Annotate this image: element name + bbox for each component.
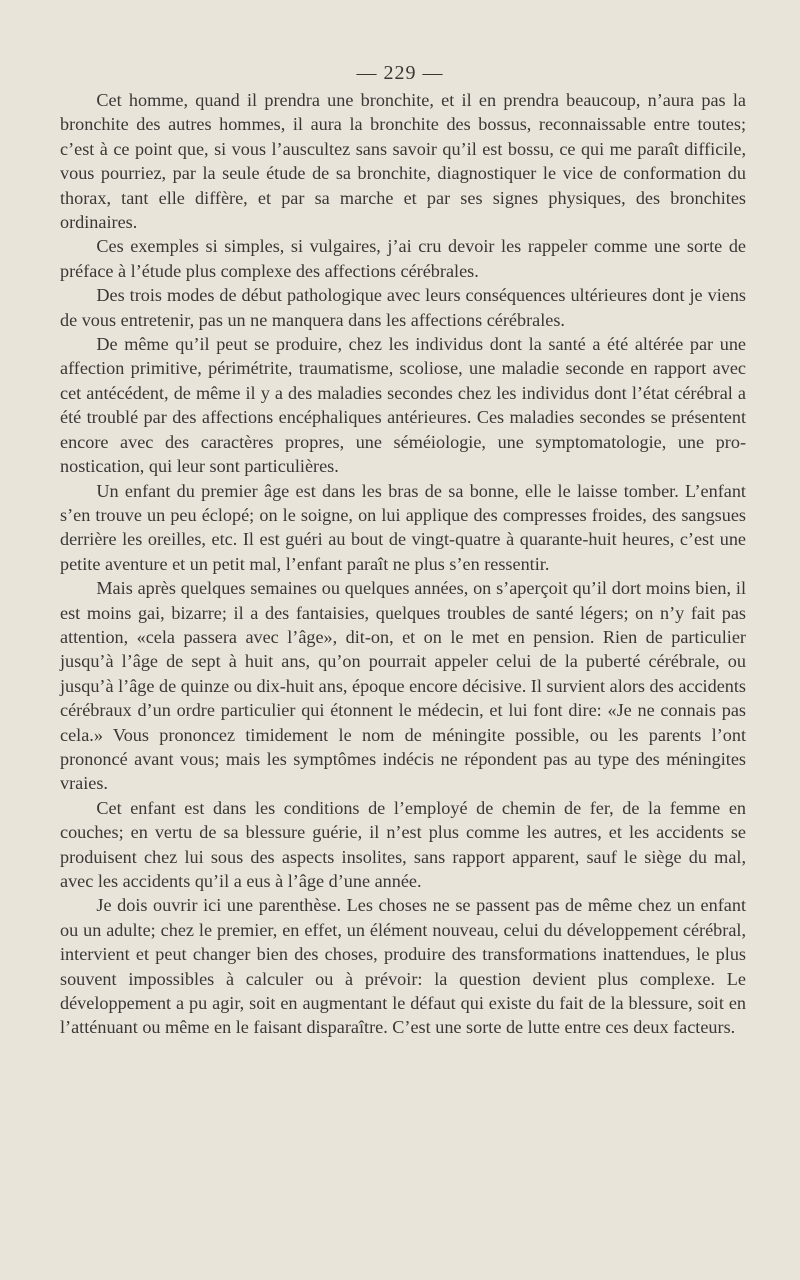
paragraph: Ces exemples si simples, si vulgaires, j’ai cru devoir les rappeler comme une sorte de préface à l’étude plus complexe des affections cérébrales. <box>60 236 746 281</box>
body-text <box>60 88 746 1040</box>
paragraph: Un enfant du premier âge est dans les bras de sa bonne, elle le laisse tomber. L’enfant s’en trouve un peu éclopé; on le soigne, on lui applique des compresses froides, des sangsues derrière les oreilles, etc. Il est guéri au bout de vingt-quatre à quarante-huit heures, c’est une petite aventure et un petit mal, l’enfant paraît ne plus s’en ressentir. <box>60 480 746 574</box>
paragraph: De même qu’il peut se produire, chez les individus dont la santé a été altérée par une affection primitive, périmétrite, traumatisme, scoliose, une maladie seconde en rapport avec cet antécédent, de même il y a des maladies secondes chez les individus dont l’état cérébral a été troublé par des affections encéphaliques antérieures. Ces maladies secondes se présentent encore avec des caractères propres, une séméiologie, une symptomatologie, une pronostication, qui leur sont particulières. <box>60 334 746 477</box>
page-number: — 229 — <box>356 62 444 84</box>
paragraph: Cet enfant est dans les conditions de l’employé de chemin de fer, de la femme en couches; en vertu de sa blessure guérie, il n’est plus comme les autres, et les accidents se produisent chez lui sous des aspects insolites, sans rapport apparent, sauf le siège du mal, avec les accidents qu’il a eus à l’âge d’une année. <box>60 797 746 891</box>
paragraph: Cet homme, quand il prendra une bronchite, et il en prendra beaucoup, n’aura pas la bronchite des autres hommes, il aura la bronchite des bossus, reconnaissable entre toutes; c’est à ce point que, si vous l’auscultez sans savoir qu’il est bossu, ce qui me paraît difficile, vous pourriez, par la seule étude de sa bronchite, diagnostiquer le vice de conformation du thorax, tant elle diffère, et par sa marche et par ses signes physiques, des bronchites ordinaires. <box>60 90 746 233</box>
paragraph: Mais après quelques semaines ou quelques années, on s’aperçoit qu’il dort moins bien, il est moins gai, bizarre; il a des fantaisies, quelques troubles de santé légers; on n’y fait pas attention, «cela passera avec l’âge», dit-on, et on le met en pension. Rien de particulier jusqu’à l’âge de sept à huit ans, qu’on pourrait appeler celui de la puberté cérébrale, ou jusqu’à l’âge de quinze ou dix-huit ans, époque encore décisive. Il survient alors des accidents cérébraux d’un ordre particulier qui étonnent le médecin, et lui font dire: «Je ne connais pas cela.» Vous prononcez timidement le nom de méningite possible, ou les parents l’ont prononcé avant vous; mais les symptômes indécis ne répondent pas au type des méningites vraies. <box>60 578 746 794</box>
paragraph: Je dois ouvrir ici une parenthèse. Les choses ne se passent pas de même chez un enfant ou un adulte; chez le premier, en effet, un élément nouveau, celui du développement cérébral, intervient et peut changer bien des choses, produire des transformations inattendues, le plus souvent impossibles à calculer ou à prévoir: la question devient plus complexe. Le développement a pu agir, soit en augmentant le défaut qui existe du fait de la blessure, soit en l’atténuant ou même en le faisant disparaître. C’est une sorte de lutte entre ces deux facteurs. <box>60 895 746 1038</box>
paragraph: Des trois modes de début pathologique avec leurs conséquences ultérieures dont je viens de vous entretenir, pas un ne manquera dans les affections cérébrales. <box>60 285 746 330</box>
